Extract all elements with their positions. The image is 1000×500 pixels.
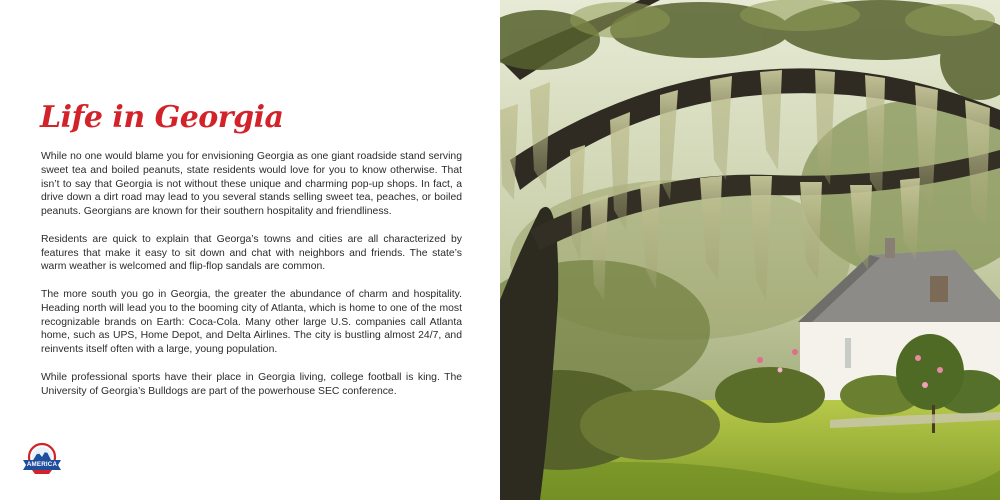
brand-logo [20, 440, 64, 484]
paragraph-3: The more south you go in Georgia, the greater the abundance of charm and hospitality. Heading north will lead you to the booming city of Atlanta, which is home to one of the most recognizable brands on Earth: Coca-Cola. Many other large U.S. companies call Atlanta home, such as UPS, Home Depot, and Delta Airlines. The city is bustling almost 24/7, and reinvents itself often with a large, young population. [41, 288, 462, 356]
oak-cottage-illustration [500, 0, 1000, 500]
paragraph-2: Residents are quick to explain that Georga’s towns and cities are all characterized by features that make it easy to sit down and chat with neighbors and friends. The state’s warm weather is welcomed and flip-flop sandals are common. [41, 233, 462, 273]
hero-photo [500, 0, 1000, 500]
logo-wordmark: AMERICA [26, 461, 58, 468]
paragraph-1: While no one would blame you for envisioning Georgia as one giant roadside stand serving sweet tea and boiled peanuts, state residents would love for you to know otherwise. That isn’t to say that Georgia is not without these unique and charming pop-up shops. In fact, a drive down a dirt road may lead to you several stands selling sweet tea, peaches, or boiled peanuts. Georgians are known for their southern hospitality and friendliness. [41, 151, 462, 218]
page-title: Life in Georgia [40, 100, 284, 135]
paragraph-4: While professional sports have their place in Georgia living, college football is king. The University of Georgia’s Bulldogs are part of the powerhouse SEC conference. [41, 371, 462, 397]
article-body [41, 150, 462, 398]
